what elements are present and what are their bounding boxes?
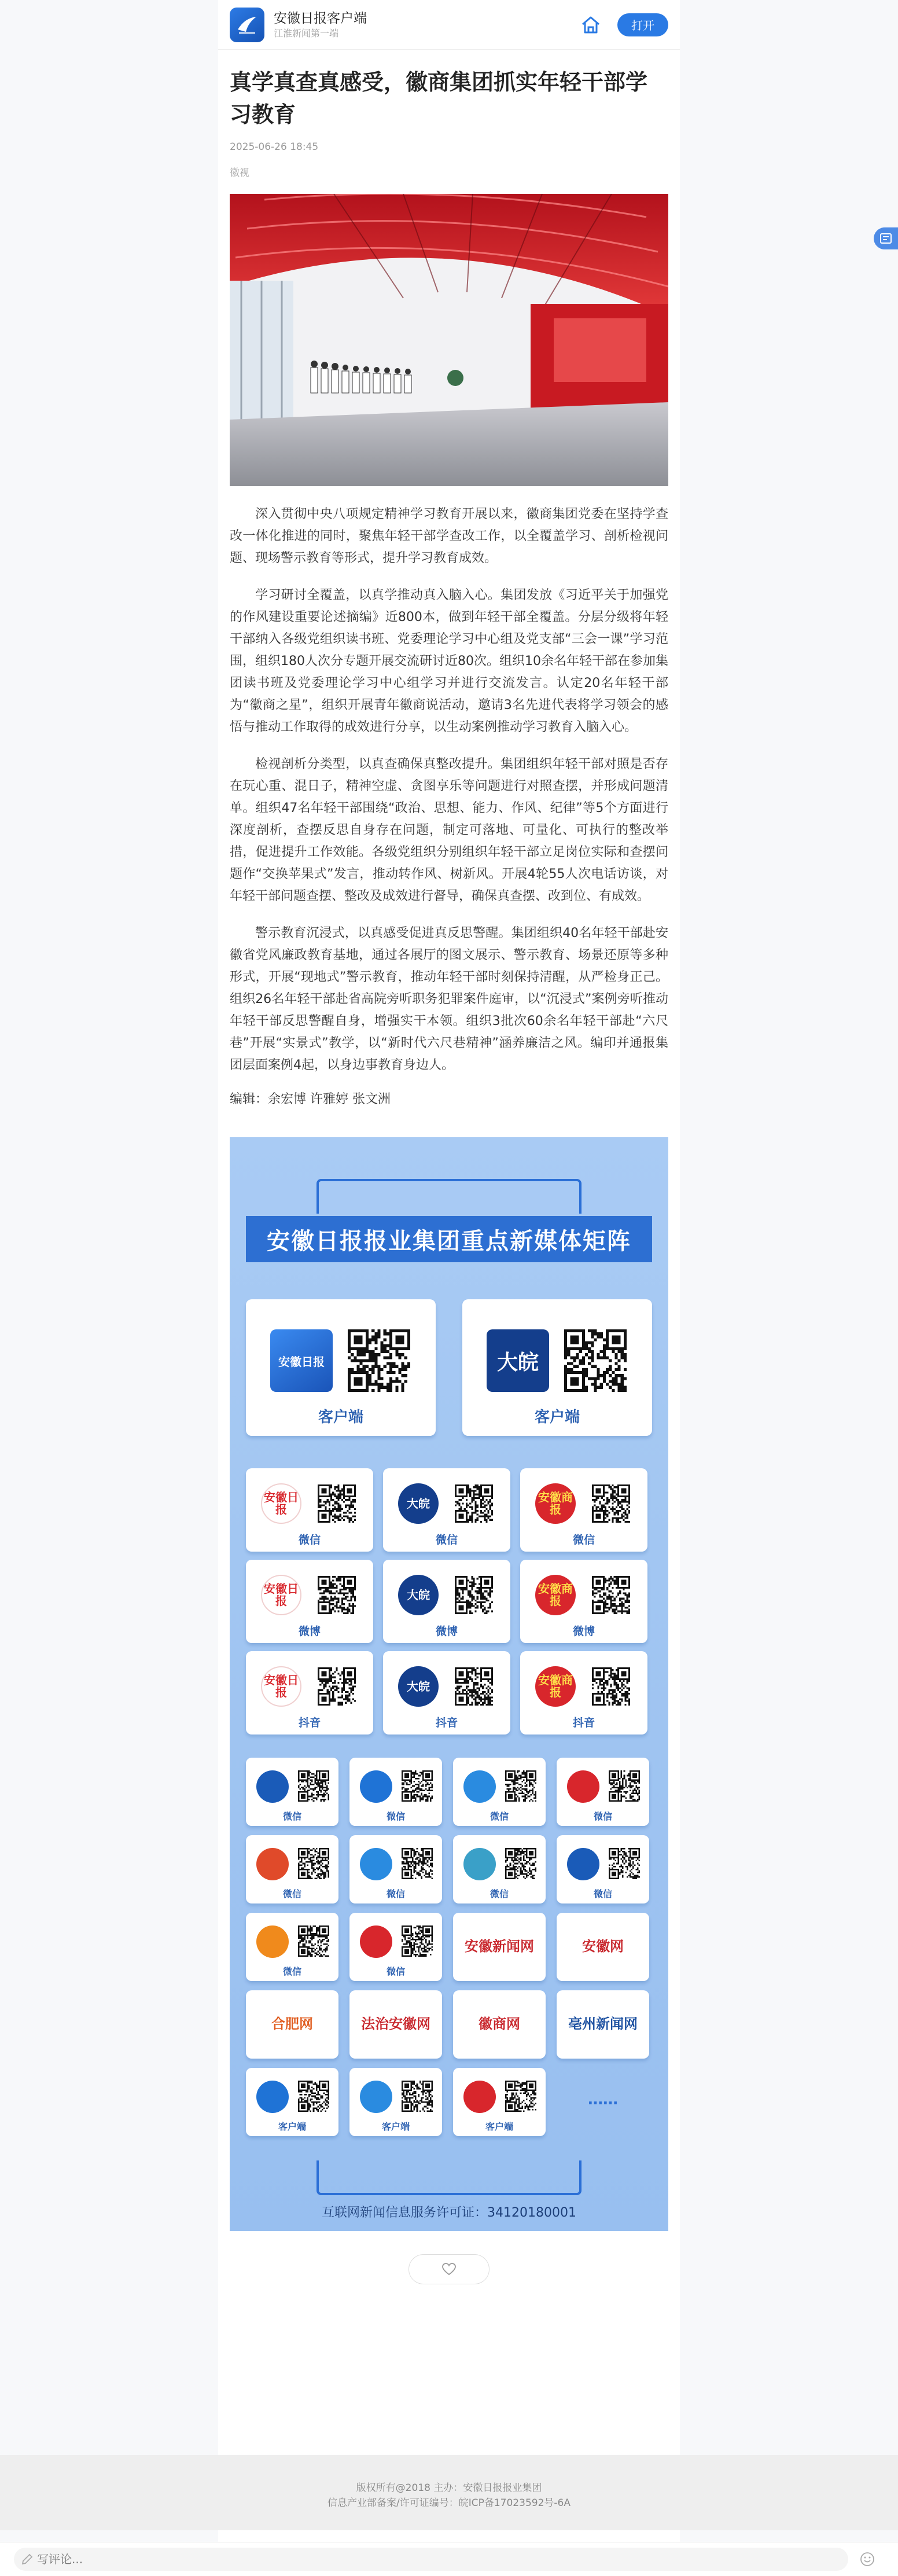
like-area [230,2254,668,2284]
media-matrix-poster [230,1137,668,2231]
card-label: 抖音 [572,1717,595,1729]
footer-icp: 信息产业部备案/许可证编号：皖ICP备17023592号-6A [327,2497,571,2509]
poster-icp: 互联网新闻信息服务许可证：34120180001 [322,2206,576,2220]
brand-logo-icon: 安徽日报 [261,1575,301,1615]
qr-code [402,2081,433,2112]
client-app-card[interactable] [246,1299,436,1436]
qr-code-icon [455,1484,493,1523]
qr-code-icon [564,1329,627,1392]
qr-code-icon [402,1770,433,1802]
qr-code-icon [455,1667,493,1706]
qr-code-icon [609,1848,640,1879]
qr-code-icon [318,1576,356,1614]
card-label: 客户端 [534,1409,580,1426]
card-label: 微信 [282,1966,301,1977]
social-account-card[interactable] [520,1468,647,1552]
qr-code-icon [505,1770,536,1802]
open-app-button[interactable]: 打开 [617,13,668,36]
article [218,66,680,2284]
media-card[interactable] [557,1758,649,1826]
card-label: 客户端 [485,2121,513,2132]
hero-image [230,194,668,486]
account-logo-icon [360,1925,392,1958]
media-card[interactable] [453,1835,546,1903]
qr-code [564,1329,627,1392]
ellipsis-text: …… [588,2091,618,2108]
card-label: 抖音 [298,1717,321,1729]
qr-code-icon [318,1667,356,1706]
article-title: 真学真查真感受，徽商集团抓实年轻干部学习教育 [230,69,648,127]
card-label: 微博 [572,1625,595,1638]
card-label: 客户端 [318,1409,363,1426]
account-logo-icon [463,1848,496,1880]
qr-code [318,1576,356,1614]
qr-code-icon [592,1667,630,1706]
qr-code [402,1848,433,1879]
card-label: 抖音 [435,1717,458,1729]
brand-logo-icon: 安徽商报 [535,1483,576,1524]
qr-code [609,1770,640,1802]
account-logo-icon [256,1770,289,1803]
social-account-card[interactable] [383,1651,510,1735]
account-logo-icon [256,2081,289,2113]
site-name: 安徽网 [582,1938,624,1954]
account-logo-icon [256,1925,289,1958]
media-card[interactable] [246,1990,338,2059]
social-account-card[interactable] [383,1560,510,1643]
qr-code-icon [505,2081,536,2112]
qr-code [298,1770,329,1802]
right-gutter [680,0,898,2576]
app-meta [274,10,579,40]
card-label: 微信 [386,1966,405,1977]
media-card[interactable] [246,1758,338,1826]
qr-code [318,1667,356,1706]
card-label: 微信 [490,1888,509,1899]
qr-code [455,1667,493,1706]
social-account-card[interactable] [520,1560,647,1643]
qr-code-icon [402,1848,433,1879]
app-logo[interactable] [230,8,264,42]
heart-icon [442,2263,456,2276]
qr-code [592,1484,630,1523]
article-paragraph: 深入贯彻中央八项规定精神学习教育开展以来，徽商集团党委在坚持学查改一体化推进的同时，聚焦年轻干部学查改工作，以全覆盖学习、剖析检视问题、现场警示教育等形式，提升学习教育成效。 [230,507,668,565]
brand-logo-icon: 大皖 [398,1483,439,1524]
card-label: 客户端 [381,2121,410,2132]
poster-title: 安徽日报报业集团重点新媒体矩阵 [246,1216,652,1262]
media-card[interactable] [453,2068,546,2136]
qr-code-icon [592,1484,630,1523]
article-paragraph: 学习研讨全覆盖，以真学推动真入脑入心。集团发放《习近平关于加强党的作风建设重要论述摘编》近800本，做到年轻干部全覆盖。分层分级将年轻干部纳入各级党组织读书班、党委理论学习中心组及党支部“三会一课”学习范围，组织180人次分专题开展交流研讨近80次。组织10余名年轻干部在参加集团读书班及党委理论学习中心组学习并进行交流发言。认定20名年轻干部为“徽商之星”，组织开展青年徽商说活动，邀请3名先进代表将学习领会的感悟与推动工作取得的成效进行分享，以生动案例推动学习教育入脑入心。 [230,588,668,734]
qr-code [609,1848,640,1879]
media-card[interactable] [453,1990,546,2059]
qr-code-icon [402,1925,433,1957]
app-name: 安徽日报客户端 [274,10,367,26]
qr-code-icon [505,1848,536,1879]
home-icon[interactable] [579,13,602,36]
site-name: 安徽新闻网 [465,1938,534,1954]
account-logo-icon [360,1770,392,1803]
qr-code-icon [455,1576,493,1614]
media-card[interactable] [557,1990,649,2059]
site-name: 亳州新闻网 [568,2015,638,2032]
anhui-daily-logo-icon [234,12,260,38]
qr-code [592,1576,630,1614]
account-logo-icon [567,1848,599,1880]
card-label: 微信 [435,1534,458,1546]
account-logo-icon [463,1770,496,1803]
social-account-card[interactable] [246,1651,373,1735]
account-logo-icon [567,1770,599,1803]
social-account-card[interactable] [520,1651,647,1735]
media-card[interactable] [453,1913,546,1981]
card-label: 微信 [386,1811,405,1822]
page-footer [0,2455,898,2530]
card-label: 微博 [298,1625,321,1638]
qr-code [455,1484,493,1523]
qr-code-icon [609,1770,640,1802]
media-card[interactable] [349,1913,442,1981]
qr-code [505,1770,536,1802]
media-card[interactable] [453,1758,546,1826]
poster-frame-bottom [316,2160,582,2195]
card-label: 微信 [282,1888,301,1899]
site-name: 合肥网 [271,2015,313,2032]
qr-code [505,1848,536,1879]
qr-code [402,1770,433,1802]
more-placeholder [557,2068,649,2136]
qr-code [298,2081,329,2112]
qr-code-icon [298,1848,329,1879]
article-date: 2025-06-26 18:45 [230,141,319,153]
media-card[interactable] [349,1990,442,2059]
social-account-card[interactable] [383,1468,510,1552]
card-label: 微信 [593,1811,612,1822]
qr-code-icon [298,1770,329,1802]
card-label: 微信 [490,1811,509,1822]
card-label: 微信 [282,1811,301,1822]
emoji-icon[interactable] [860,2552,875,2567]
card-label: 微信 [593,1888,612,1899]
exhibition-hall-photo [230,194,668,486]
media-card[interactable] [246,1835,338,1903]
card-label: 微信 [572,1534,595,1546]
card-label: 微博 [435,1625,458,1638]
article-paragraph: 警示教育沉浸式，以真感受促进真反思警醒。集团组织40名年轻干部赴安徽省党风廉政教育基地，通过各展厅的图文展示、警示教育、场景还原等多种形式，开展“现地式”警示教育，推动年轻干部时刻保持清醒，从严检身正己。组织26名年轻干部赴省高院旁听职务犯罪案件庭审，以“沉浸式”案例旁听推动年轻干部反思警醒自身，增强实干本领。组织3批次60余名年轻干部赴“六尺巷”开展“实景式”教学，以“新时代六尺巷精神”涵养廉洁之风。编印并通报集团层面案例4起，以身边事教育身边人。 [230,926,668,1072]
pencil-icon [21,2553,34,2566]
site-name: 法治安徽网 [361,2015,430,2032]
media-card[interactable] [349,1758,442,1826]
main-column [218,0,680,2576]
qr-code-icon [298,2081,329,2112]
comment-bar [0,2542,898,2576]
media-card[interactable] [557,1835,649,1903]
media-card[interactable] [349,2068,442,2136]
qr-code-icon [402,2081,433,2112]
qr-code-icon [592,1576,630,1614]
brand-logo-icon: 安徽日报 [261,1666,301,1707]
qr-code-icon [348,1329,410,1392]
qr-code [298,1848,329,1879]
left-gutter [0,0,218,2576]
account-logo-icon [360,1848,392,1880]
qr-code [592,1667,630,1706]
card-label: 微信 [298,1534,321,1546]
comment-input[interactable] [14,2548,848,2571]
card-label: 客户端 [278,2121,306,2132]
article-editor: 编辑：余宏博 许雅婷 张文洲 [230,1092,391,1107]
media-card[interactable] [246,1913,338,1981]
qr-code-icon [298,1925,329,1957]
qr-code [348,1329,410,1392]
app-logo-tile: 大皖 [487,1329,549,1392]
app-header [218,0,680,50]
qr-code [402,1925,433,1957]
account-logo-icon [463,2081,496,2113]
social-account-card[interactable] [246,1560,373,1643]
account-logo-icon [256,1848,289,1880]
brand-logo-icon: 大皖 [398,1575,439,1615]
article-paragraph: 检视剖析分类型，以真查确保真整改提升。集团组织年轻干部对照是否存在玩心重、混日子，精神空虚、贪图享乐等问题进行对照查摆，并形成问题清单。组织47名年轻干部围绕“政治、思想、能力、作风、纪律”等5个方面进行深度剖析，查摆反思自身存在问题，制定可落地、可量化、可执行的整改举措，促进提升工作效能。各级党组织分别组织年轻干部立足岗位实际和查摆问题作“交换苹果式”发言，推动转作风、树新风。开展4轮55人次电话访谈，对年轻干部问题查摆、整改及成效进行督导，确保真查摆、改到位、有成效。 [230,757,668,903]
media-card[interactable] [557,1913,649,1981]
qr-code-icon [318,1484,356,1523]
client-app-card[interactable] [462,1299,652,1436]
qr-code [455,1576,493,1614]
poster-frame-top [316,1179,582,1214]
social-account-card[interactable] [246,1468,373,1552]
side-float-button[interactable] [874,227,898,249]
qr-code [505,2081,536,2112]
site-name: 徽商网 [479,2015,520,2032]
qr-code [298,1925,329,1957]
list-icon [880,233,892,244]
brand-logo-icon: 安徽日报 [261,1483,301,1524]
like-button[interactable] [408,2254,490,2284]
media-card[interactable] [246,2068,338,2136]
card-label: 微信 [386,1888,405,1899]
app-logo-tile: 安徽日报 [270,1329,333,1392]
brand-logo-icon: 大皖 [398,1666,439,1707]
qr-code [318,1484,356,1523]
brand-logo-icon: 安徽商报 [535,1666,576,1707]
brand-logo-icon: 安徽商报 [535,1575,576,1615]
account-logo-icon [360,2081,392,2113]
article-source: 徽视 [230,167,249,179]
app-slogan: 江淮新闻第一端 [274,27,339,39]
media-card[interactable] [349,1835,442,1903]
footer-copyright: 版权所有@2018 主办：安徽日报报业集团 [356,2482,542,2494]
